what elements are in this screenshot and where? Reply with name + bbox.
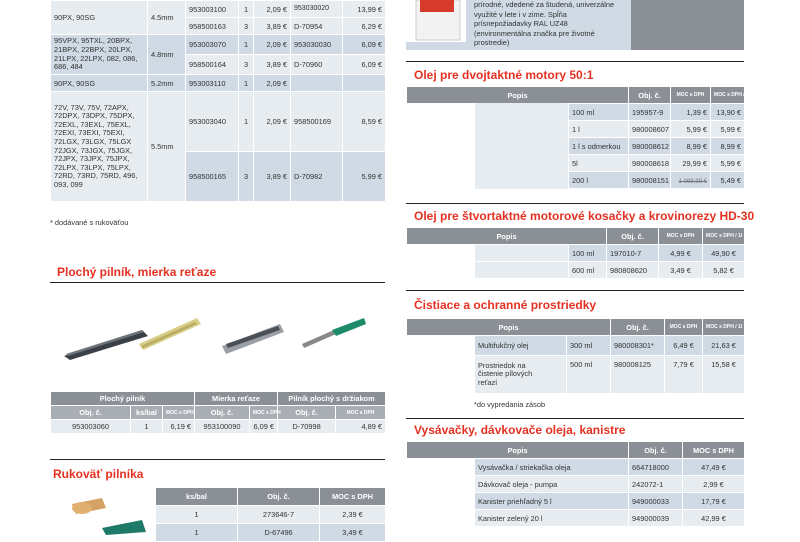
price-cell: 3,89 € [254, 152, 291, 202]
column-header: Popis [407, 87, 629, 104]
cell: 949000039 [629, 510, 683, 527]
chain-file-table [50, 0, 386, 202]
models-cell: 72V, 73V, 75V, 72APX, 72DPX, 73DPX, 75DPX, 72EXL, 73EXL, 75EXL, 72EXI, 73EXI, 75EXI, 72LGX, 73LGX, 75LGX 72JGX, 73JGX, 75JGX, 72JPX, 73JPX, 75JPX, 72LPX, 73LPX, 75LPX, 72RD, 73RD, 75RD, 496, 093, 099 [51, 92, 148, 202]
cleaning-table [406, 318, 745, 394]
column-header: Obj. č. [629, 87, 671, 104]
table-row [156, 488, 386, 506]
column-header: Popis [407, 319, 611, 336]
vacuum-table [406, 441, 745, 527]
flat-file-title: Plochý pilník, mierka reťaze [57, 265, 217, 279]
qty-cell: 1 [239, 1, 254, 18]
ref-cell: 953003110 [186, 75, 239, 92]
cell: 953003060 [51, 420, 131, 434]
qty-cell: 3 [239, 152, 254, 202]
column-header: MOC s DPH [336, 406, 386, 420]
column-header: Popis [407, 442, 629, 459]
cell: 5,99 € [711, 121, 745, 138]
oil-2t-image-area [475, 103, 567, 189]
cell: 980008618 [629, 155, 671, 172]
table-row [407, 442, 745, 459]
cell: Multifukčný olej [475, 336, 567, 356]
cell: 300 ml [567, 336, 611, 356]
cell: 42,99 € [683, 510, 745, 527]
oil-4t-title: Olej pre štvortaktné motorové kosačky a krovinorezy HD-30 [414, 209, 755, 223]
cell: 4,89 € [336, 420, 386, 434]
section-divider [406, 290, 744, 291]
cell: 2,99 € [683, 476, 745, 493]
table-row [51, 420, 386, 434]
section-divider [50, 282, 385, 283]
cell: 100 ml [569, 104, 629, 121]
models-cell: 90PX, 90SG [51, 1, 148, 35]
cleaning-title: Čistiace a ochranné prostriedky [414, 298, 597, 312]
handle-footnote: * dodávané s rukoväťou [50, 218, 129, 227]
cell: 7,79 € [665, 356, 703, 394]
table-row [51, 75, 386, 92]
table-row [407, 228, 745, 245]
cell: Dávkovač oleja - pumpa [475, 476, 629, 493]
group-header: Pilník plochý s držiakom [278, 392, 386, 406]
column-header: Obj. č. [629, 442, 683, 459]
ref-cell: 953003040 [186, 92, 239, 152]
column-header: MOC s DPH [320, 488, 386, 506]
vacuum-title: Vysávačky, dávkovače oleja, kanistre [414, 423, 626, 437]
cell: 1,39 € [671, 104, 711, 121]
cell: 980008301* [611, 336, 665, 356]
cell: 195957-9 [629, 104, 671, 121]
table-row [51, 92, 386, 152]
price-cell: 2,09 € [254, 92, 291, 152]
price2-cell: 8,59 € [343, 92, 386, 152]
ref-cell: 958500165 [186, 152, 239, 202]
cell: Prostriedok na čistenie pílových reťazí [475, 356, 567, 394]
cell: 5,49 € [711, 172, 745, 189]
cell [475, 245, 569, 262]
oil-4t-table [406, 227, 745, 279]
column-header: ks/bal [156, 488, 238, 506]
cell: 500 ml [567, 356, 611, 394]
oil-2t-title: Olej pre dvojtaktné motory 50:1 [414, 68, 594, 82]
price2-cell [343, 75, 386, 92]
price2-cell: 6,29 € [343, 18, 386, 35]
size-cell: 4.5mm [148, 1, 186, 35]
size-cell: 5.2mm [148, 75, 186, 92]
table-row [407, 104, 745, 121]
column-header: Obj. č. [195, 406, 250, 420]
oil-2t-table [406, 86, 751, 189]
qty-cell: 3 [239, 18, 254, 35]
cell: 1 [156, 524, 238, 542]
table-row [407, 459, 745, 476]
cell: 1 l [569, 121, 629, 138]
size-cell: 5.5mm [148, 92, 186, 202]
top-product-description: prírodné, vdedené za študená, univerzálne využité v lete i v zime. Spĺňa prísnepožiadavky RAL UZ48 (environmentálna značka pre životné prostredie) [474, 0, 615, 48]
table-row [51, 392, 386, 406]
column-header: Obj. č. [51, 406, 131, 420]
table-row [407, 87, 745, 104]
cell: 21,63 € [703, 336, 745, 356]
column-header: MOC s DPH [163, 406, 195, 420]
handle-title: Rukoväť pilníka [53, 467, 144, 481]
section-divider [406, 203, 744, 204]
ref2-cell: 953030030 [291, 35, 343, 55]
cell: 3,49 € [659, 262, 703, 279]
column-header: Obj. č. [238, 488, 320, 506]
cell: 242072-1 [629, 476, 683, 493]
ref2-cell: D-70954 [291, 18, 343, 35]
column-header: Obj. č. [611, 319, 665, 336]
group-header: Mierka reťaze [195, 392, 278, 406]
section-divider [50, 459, 385, 460]
cell: 980008607 [629, 121, 671, 138]
file-handle-image [62, 492, 152, 535]
ref2-cell: 958500169 [291, 92, 343, 152]
price2-cell: 5,99 € [343, 152, 386, 202]
table-row [407, 336, 745, 356]
cell: Kanister priehľadný 5 l [475, 493, 629, 510]
image-cell [407, 459, 475, 527]
chain-gauge-image [135, 314, 205, 354]
table-row [407, 319, 745, 336]
ref-cell: 958500164 [186, 55, 239, 75]
file-guide-image [218, 316, 288, 356]
price-cell: 2,09 € [254, 75, 291, 92]
cell: 17,79 € [683, 493, 745, 510]
cell: 980008151 [629, 172, 671, 189]
cell: 197010-7 [607, 245, 659, 262]
price2-cell: 13,99 € [343, 1, 386, 18]
cell: 8,99 € [711, 138, 745, 155]
price-cell: 2,09 € [254, 1, 291, 18]
cell: 980008125 [611, 356, 665, 394]
column-header: MOC s DPH / 1l [711, 87, 745, 104]
cell: D-70998 [278, 420, 336, 434]
column-header: MOC s DPH [250, 406, 278, 420]
cell: 1 [156, 506, 238, 524]
column-header: MOC s DPH [671, 87, 711, 104]
cell: 5,99 € [711, 155, 745, 172]
column-header: MOC s DPH [665, 319, 703, 336]
cell: 273646-7 [238, 506, 320, 524]
cell: D-67496 [238, 524, 320, 542]
price2-cell: 6,09 € [343, 35, 386, 55]
cell [475, 262, 569, 279]
cell: 953100090 [195, 420, 250, 434]
ref2-cell: 953030020 [291, 1, 343, 18]
column-header: MOC s DPH [683, 442, 745, 459]
cell: 6,19 € [163, 420, 195, 434]
cell: 5,82 € [703, 262, 745, 279]
cell: 1 [131, 420, 163, 434]
qty-cell: 3 [239, 55, 254, 75]
cell: 1 l s odmerkou [569, 138, 629, 155]
cell [671, 172, 711, 189]
ref-cell: 953003100 [186, 1, 239, 18]
table-row [51, 406, 386, 420]
cell: 5,99 € [671, 121, 711, 138]
ref2-cell: D-70982 [291, 152, 343, 202]
table-row [51, 1, 386, 18]
ref-cell: 958500163 [186, 18, 239, 35]
qty-cell: 1 [239, 75, 254, 92]
price-cell: 2,09 € [254, 35, 291, 55]
cell: 13,90 € [711, 104, 745, 121]
cell: Kanister zelený 20 l [475, 510, 629, 527]
cell: 980008612 [629, 138, 671, 155]
image-cell [407, 104, 475, 189]
price-cell: 3,89 € [254, 18, 291, 35]
top-product-grey-area [631, 0, 744, 50]
cell: 200 l [569, 172, 629, 189]
table-row [407, 245, 745, 262]
cell: 3,49 € [320, 524, 386, 542]
cell: 100 ml [569, 245, 607, 262]
oil-canister-image [406, 0, 466, 42]
strike-price: 1 099,99 € [678, 178, 708, 185]
cell: 4,99 € [659, 245, 703, 262]
cell: 664718000 [629, 459, 683, 476]
column-header: Obj. č. [278, 406, 336, 420]
cell: 6,49 € [665, 336, 703, 356]
column-header: ks/bal [131, 406, 163, 420]
table-row [156, 506, 386, 524]
flat-file-holder-image [300, 314, 370, 350]
qty-cell: 1 [239, 92, 254, 152]
size-cell: 4.8mm [148, 35, 186, 75]
cleaning-footnote: *do vypredania zásob [474, 400, 546, 409]
cell: Vysávačka / striekačka oleja [475, 459, 629, 476]
table-row [156, 524, 386, 542]
group-header: Plochý pilník [51, 392, 195, 406]
flat-file-table [50, 391, 386, 434]
ref-cell: 953003070 [186, 35, 239, 55]
cell: 5l [569, 155, 629, 172]
ref2-cell: D-70960 [291, 55, 343, 75]
cell: 949000033 [629, 493, 683, 510]
price-cell: 3,89 € [254, 55, 291, 75]
cell: 2,39 € [320, 506, 386, 524]
ref2-cell [291, 75, 343, 92]
table-row [51, 35, 386, 55]
column-header: MOC s DPH / 1l [703, 228, 745, 245]
qty-cell: 1 [239, 35, 254, 55]
price2-cell: 6,09 € [343, 55, 386, 75]
cell: 29,99 € [671, 155, 711, 172]
section-divider [406, 418, 744, 419]
column-header: MOC s DPH [659, 228, 703, 245]
models-cell: 90PX, 90SG [51, 75, 148, 92]
column-header: Popis [407, 228, 607, 245]
cell: 15,58 € [703, 356, 745, 394]
models-cell: 95VPX, 95TXL, 20BPX, 21BPX, 22BPX, 20LPX, 21LPX, 22LPX, 082, 086, 686, 484 [51, 35, 148, 75]
image-cell [407, 245, 475, 279]
cell: 47,49 € [683, 459, 745, 476]
cell: 6,09 € [250, 420, 278, 434]
column-header: Obj. č. [607, 228, 659, 245]
cell: 980808620 [607, 262, 659, 279]
section-divider [406, 61, 744, 62]
handle-table [155, 487, 386, 542]
cell: 49,90 € [703, 245, 745, 262]
cell: 8,99 € [671, 138, 711, 155]
cell: 600 ml [569, 262, 607, 279]
column-header: MOC s DPH / 1l [703, 319, 745, 336]
image-cell [407, 336, 475, 394]
